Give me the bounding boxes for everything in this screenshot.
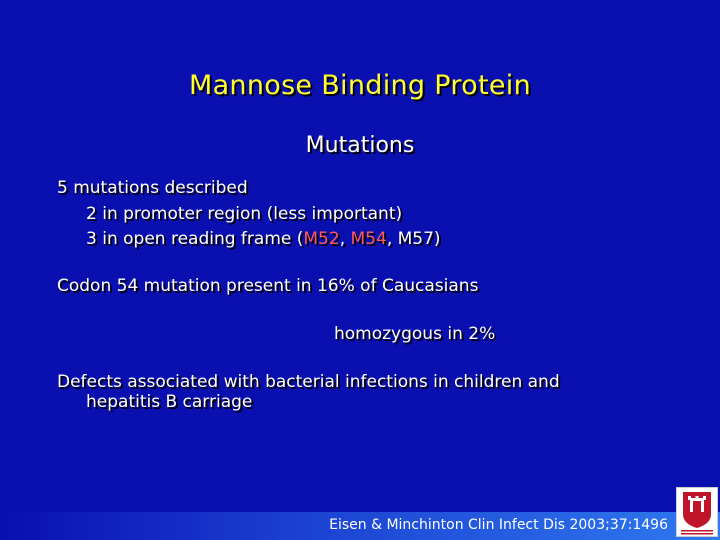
slide-subtitle: Mutations	[305, 133, 415, 158]
bullet-line-5: homozygous in 2%	[334, 324, 496, 344]
university-crest-icon	[677, 488, 717, 536]
citation: Eisen & Minchinton Clin Infect Dis 2003;37:1496	[329, 517, 668, 533]
bullet-line-3-sep: ,	[339, 229, 351, 249]
mutation-m54: M54	[350, 229, 387, 249]
bullet-line-3	[86, 229, 441, 249]
slide-title: Mannose Binding Protein	[188, 70, 531, 101]
bullet-line-3-suffix: , M57)	[386, 229, 441, 249]
university-logo	[676, 487, 718, 537]
mutation-m52: M52	[303, 229, 340, 249]
bullet-line-7: hepatitis B carriage	[86, 392, 253, 412]
bullet-line-2: 2 in promoter region (less important)	[86, 204, 403, 224]
bullet-line-4: Codon 54 mutation present in 16% of Caucasians	[57, 276, 479, 296]
bullet-line-1: 5 mutations described	[57, 178, 248, 198]
bullet-line-6: Defects associated with bacterial infections in children and	[57, 372, 560, 392]
bullet-line-3-prefix: 3 in open reading frame (	[86, 229, 304, 249]
